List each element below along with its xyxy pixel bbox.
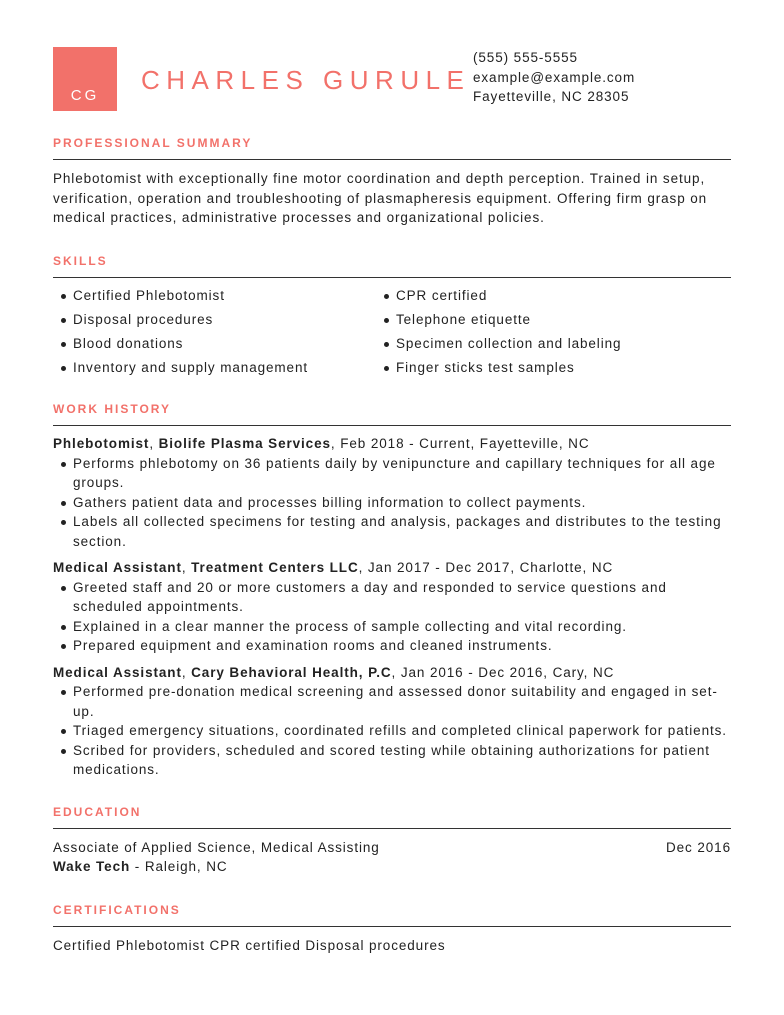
section-divider [53,425,731,426]
education-degree: Associate of Applied Science, Medical Assisting [53,839,380,855]
section-certifications [53,903,731,956]
job-company: Biolife Plasma Services [158,436,331,451]
job-heading: Phlebotomist, Biolife Plasma Services, Feb 2018 - Current, Fayetteville, NC [53,436,590,451]
job-bullet: Performed pre-donation medical screening and assessed donor suitability and engaged in set-up. [53,682,731,721]
contact-location: Fayetteville, NC 28305 [473,89,630,104]
skill-item: Inventory and supply management [53,358,376,378]
skill-item: Blood donations [53,334,376,354]
section-title-certifications: CERTIFICATIONS [53,902,181,917]
summary-text: Phlebotomist with exceptionally fine motor coordination and depth perception. Trained in setup, verification, operation and troubleshooting of plasmapheresis equipment. Offering firm grasp on medical practices, administrative processes and organizational policies. [53,171,708,225]
job-role: Medical Assistant [53,560,182,575]
job-details: Jan 2016 - Dec 2016, Cary, NC [400,664,615,680]
resume-page [53,0,731,955]
job-heading: Medical Assistant, Cary Behavioral Health, P.C, Jan 2016 - Dec 2016, Cary, NC [53,664,615,680]
education-entry [53,838,731,877]
job-bullet: Triaged emergency situations, coordinated refills and completed clinical paperwork for patients. [53,721,731,741]
section-title-education: EDUCATION [53,804,142,819]
job-bullet: Gathers patient data and processes billing information to collect payments. [53,493,731,513]
education-date: Dec 2016 [666,839,731,855]
education-school: Wake Tech [53,859,131,874]
job-entry [53,663,731,780]
education-school-location: - Raleigh, NC [134,859,228,874]
job-bullet: Scribed for providers, scheduled and scored testing while obtaining authorizations for patient medications. [53,741,731,780]
job-details: Jan 2017 - Dec 2017, Charlotte, NC [367,560,614,575]
job-company: Cary Behavioral Health, P.C [191,664,392,680]
job-bullet: Explained in a clear manner the process of sample collecting and vital recording. [53,617,731,637]
section-divider [53,277,731,278]
job-role: Phlebotomist [53,436,150,451]
job-bullet: Prepared equipment and examination rooms and cleaned instruments. [53,636,731,656]
section-skills [53,254,731,378]
section-divider [53,926,731,927]
section-divider [53,828,731,829]
skill-item: Telephone etiquette [376,310,706,330]
skill-item: Finger sticks test samples [376,358,706,378]
education-school-line [53,857,731,877]
resume-header [53,0,731,126]
education-row [53,838,731,858]
job-entry [53,558,731,656]
section-title-skills: SKILLS [53,253,108,268]
contact-email: example@example.com [473,69,636,85]
job-bullets [53,578,731,656]
skill-item: Specimen collection and labeling [376,334,706,354]
job-heading: Medical Assistant, Treatment Centers LLC, Jan 2017 - Dec 2017, Charlotte, NC [53,560,614,575]
skills-list [53,286,731,378]
section-title-summary: PROFESSIONAL SUMMARY [53,136,253,150]
job-bullet: Performs phlebotomy on 36 patients daily by venipuncture and capillary techniques for all age groups. [53,454,731,493]
monogram-badge [53,47,117,111]
section-title-work: WORK HISTORY [53,402,172,416]
skill-item: CPR certified [376,286,706,306]
section-work-history [53,402,731,780]
job-bullets [53,682,731,780]
job-role: Medical Assistant [53,664,182,680]
contact-phone: (555) 555-5555 [473,50,578,65]
job-bullet: Greeted staff and 20 or more customers a day and responded to service questions and scheduled appointments. [53,578,731,617]
job-bullets [53,454,731,552]
job-entry [53,434,731,551]
certifications-text: Certified Phlebotomist CPR certified Disposal procedures [53,937,446,953]
skill-item: Disposal procedures [53,310,376,330]
candidate-name: CHARLES GURULE [141,65,471,95]
job-bullet: Labels all collected specimens for testing and analysis, packages and distributes to the testing section. [53,512,731,551]
section-summary [53,136,731,228]
job-details: Feb 2018 - Current, Fayetteville, NC [340,436,590,451]
contact-block [473,48,635,107]
monogram-text: CG [70,87,100,104]
skill-item: Certified Phlebotomist [53,286,376,306]
section-education [53,805,731,877]
section-divider [53,159,731,160]
job-company: Treatment Centers LLC [191,560,359,575]
job-list [53,434,731,780]
